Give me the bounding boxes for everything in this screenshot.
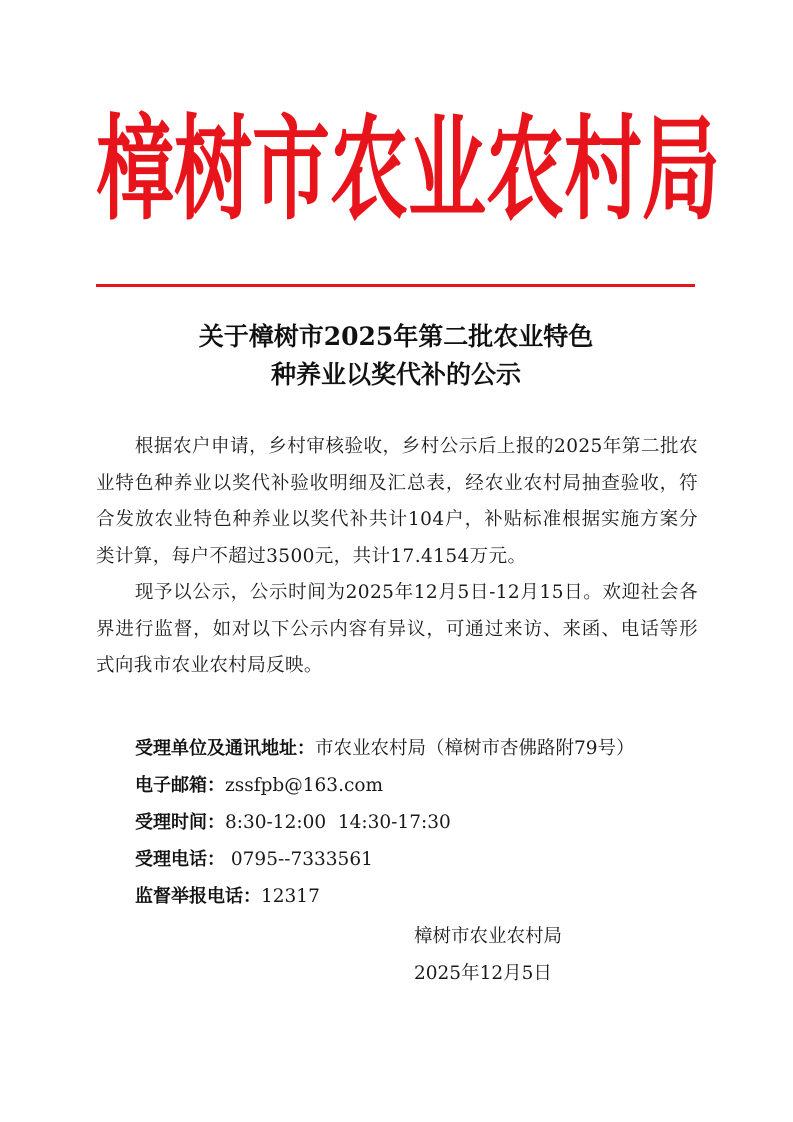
red-divider-line [96, 284, 695, 287]
signature-block [414, 918, 694, 992]
email-address[interactable]: zssfpb@163.com [225, 775, 383, 796]
masthead-org-name: 樟树市农业农村局 [96, 105, 721, 237]
contact-row-email [135, 767, 715, 804]
paragraph-announcement: 根据农户申请，乡村审核验收，乡村公示后上报的2025年第二批农业特色种养业以奖代补验收明细及汇总表，经农业农村局抽查验收，符合发放农业特色种养业以奖代补共计104户，补贴标准根据实施方案分类计算，每户不超过3500元，共计17.4154万元。 [96, 436, 698, 567]
body-text [96, 429, 698, 685]
contact-value: 12317 [261, 886, 320, 907]
signature-org: 樟树市农业农村局 [414, 926, 563, 947]
contact-value: 8:30-12:00 14:30-17:30 [225, 812, 451, 833]
contact-row-report-phone [135, 878, 715, 915]
contact-row-phone [135, 841, 715, 878]
contact-value: 0795--7333561 [225, 849, 373, 870]
paragraph-publicity-period: 现予以公示，公示时间为2025年12月5日-12月15日。欢迎社会各界进行监督，如对以下公示内容有异议，可通过来访、来函、电话等形式向我市农业农村局反映。 [96, 582, 698, 676]
title-line-2: 种养业以奖代补的公示 [270, 360, 521, 389]
contact-row-address [135, 730, 715, 767]
contact-label: 电子邮箱： [135, 775, 225, 796]
contact-value: 市农业农村局（樟树市杏佛路附79号） [315, 738, 635, 759]
contact-label: 受理单位及通讯地址： [135, 738, 315, 759]
contact-label: 受理时间： [135, 812, 225, 833]
contact-info [135, 730, 715, 915]
title-line-1: 关于樟树市2025年第二批农业特色 [198, 322, 594, 351]
contact-label: 监督举报电话： [135, 886, 261, 907]
contact-label: 受理电话： [135, 849, 225, 870]
contact-row-hours [135, 804, 715, 841]
signature-date: 2025年12月5日 [414, 963, 552, 984]
document-title [96, 318, 696, 394]
